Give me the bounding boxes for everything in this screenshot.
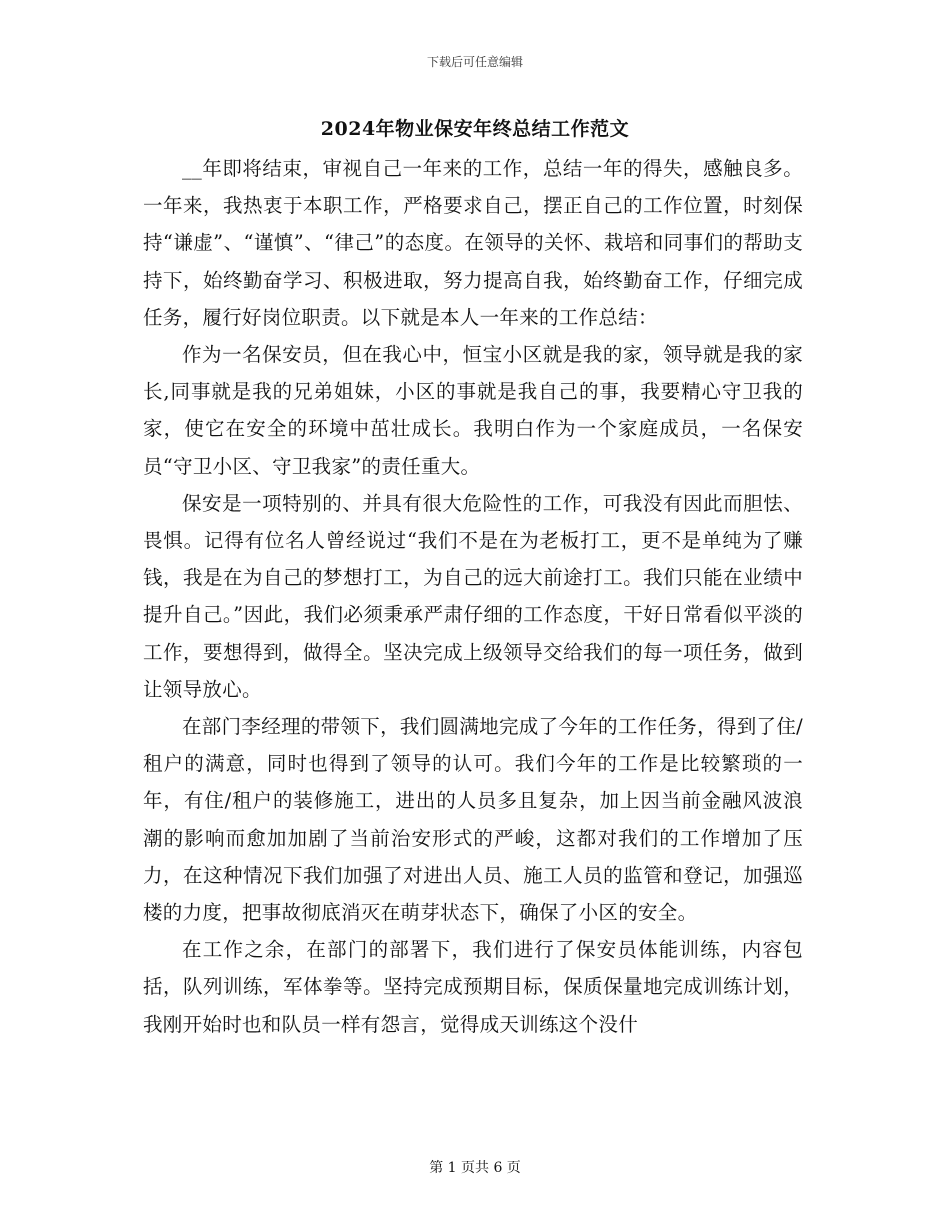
paragraph-1: __年即将结束，审视自己一年来的工作，总结一年的得失，感触良多。一年来，我热衷于本职工作，严格要求自己，摆正自己的工作位置，时刻保持“谦虚”、“谨慎”、“律己”的态度。在领导的关怀、栽培和同事们的帮助支持下，始终勤奋学习、积极进取，努力提高自我，始终勤奋工作，仔细完成任务，履行好岗位职责。以下就是本人一年来的工作总结： bbox=[143, 157, 803, 329]
paragraph-2: 作为一名保安员，但在我心中，恒宝小区就是我的家，领导就是我的家长,同事就是我的兄弟姐妹，小区的事就是我自己的事，我要精心守卫我的家，使它在安全的环境中茁壮成长。我明白作为一个家庭成员，一名保安员“守卫小区、守卫我家”的责任重大。 bbox=[143, 343, 803, 478]
paragraph-4: 在部门李经理的带领下，我们圆满地完成了今年的工作任务，得到了住/租户的满意，同时也得到了领导的认可。我们今年的工作是比较繁琐的一年，有住/租户的装修施工，进出的人员多且复杂，加上因当前金融风波浪潮的影响而愈加加剧了当前治安形式的严峻，这都对我们的工作增加了压力，在这种情况下我们加强了对进出人员、施工人员的监管和登记，加强巡楼的力度，把事故彻底消灭在萌芽状态下，确保了小区的安全。 bbox=[143, 715, 803, 925]
page-footer: 第 1 页共 6 页 bbox=[429, 1160, 521, 1176]
paragraph-3: 保安是一项特别的、并具有很大危险性的工作，可我没有因此而胆怯、畏惧。记得有位名人曾经说过“我们不是在为老板打工，更不是单纯为了赚钱，我是在为自己的梦想打工，为自己的远大前途打工。我们只能在业绩中提升自己。”因此，我们必须秉承严肃仔细的工作态度，干好日常看似平淡的工作，要想得到，做得全。坚决完成上级领导交给我们的每一项任务，做到让领导放心。 bbox=[143, 491, 803, 701]
page-header: 下载后可任意编辑 bbox=[426, 55, 523, 69]
paragraph-5: 在工作之余，在部门的部署下，我们进行了保安员体能训练，内容包括，队列训练，军体拳等。坚持完成预期目标，保质保量地完成训练计划，我刚开始时也和队员一样有怨言，觉得成天训练这个没什 bbox=[143, 938, 803, 1036]
document-title: 2024年物业保安年终总结工作范文 bbox=[320, 118, 630, 140]
document-body bbox=[143, 150, 803, 1043]
